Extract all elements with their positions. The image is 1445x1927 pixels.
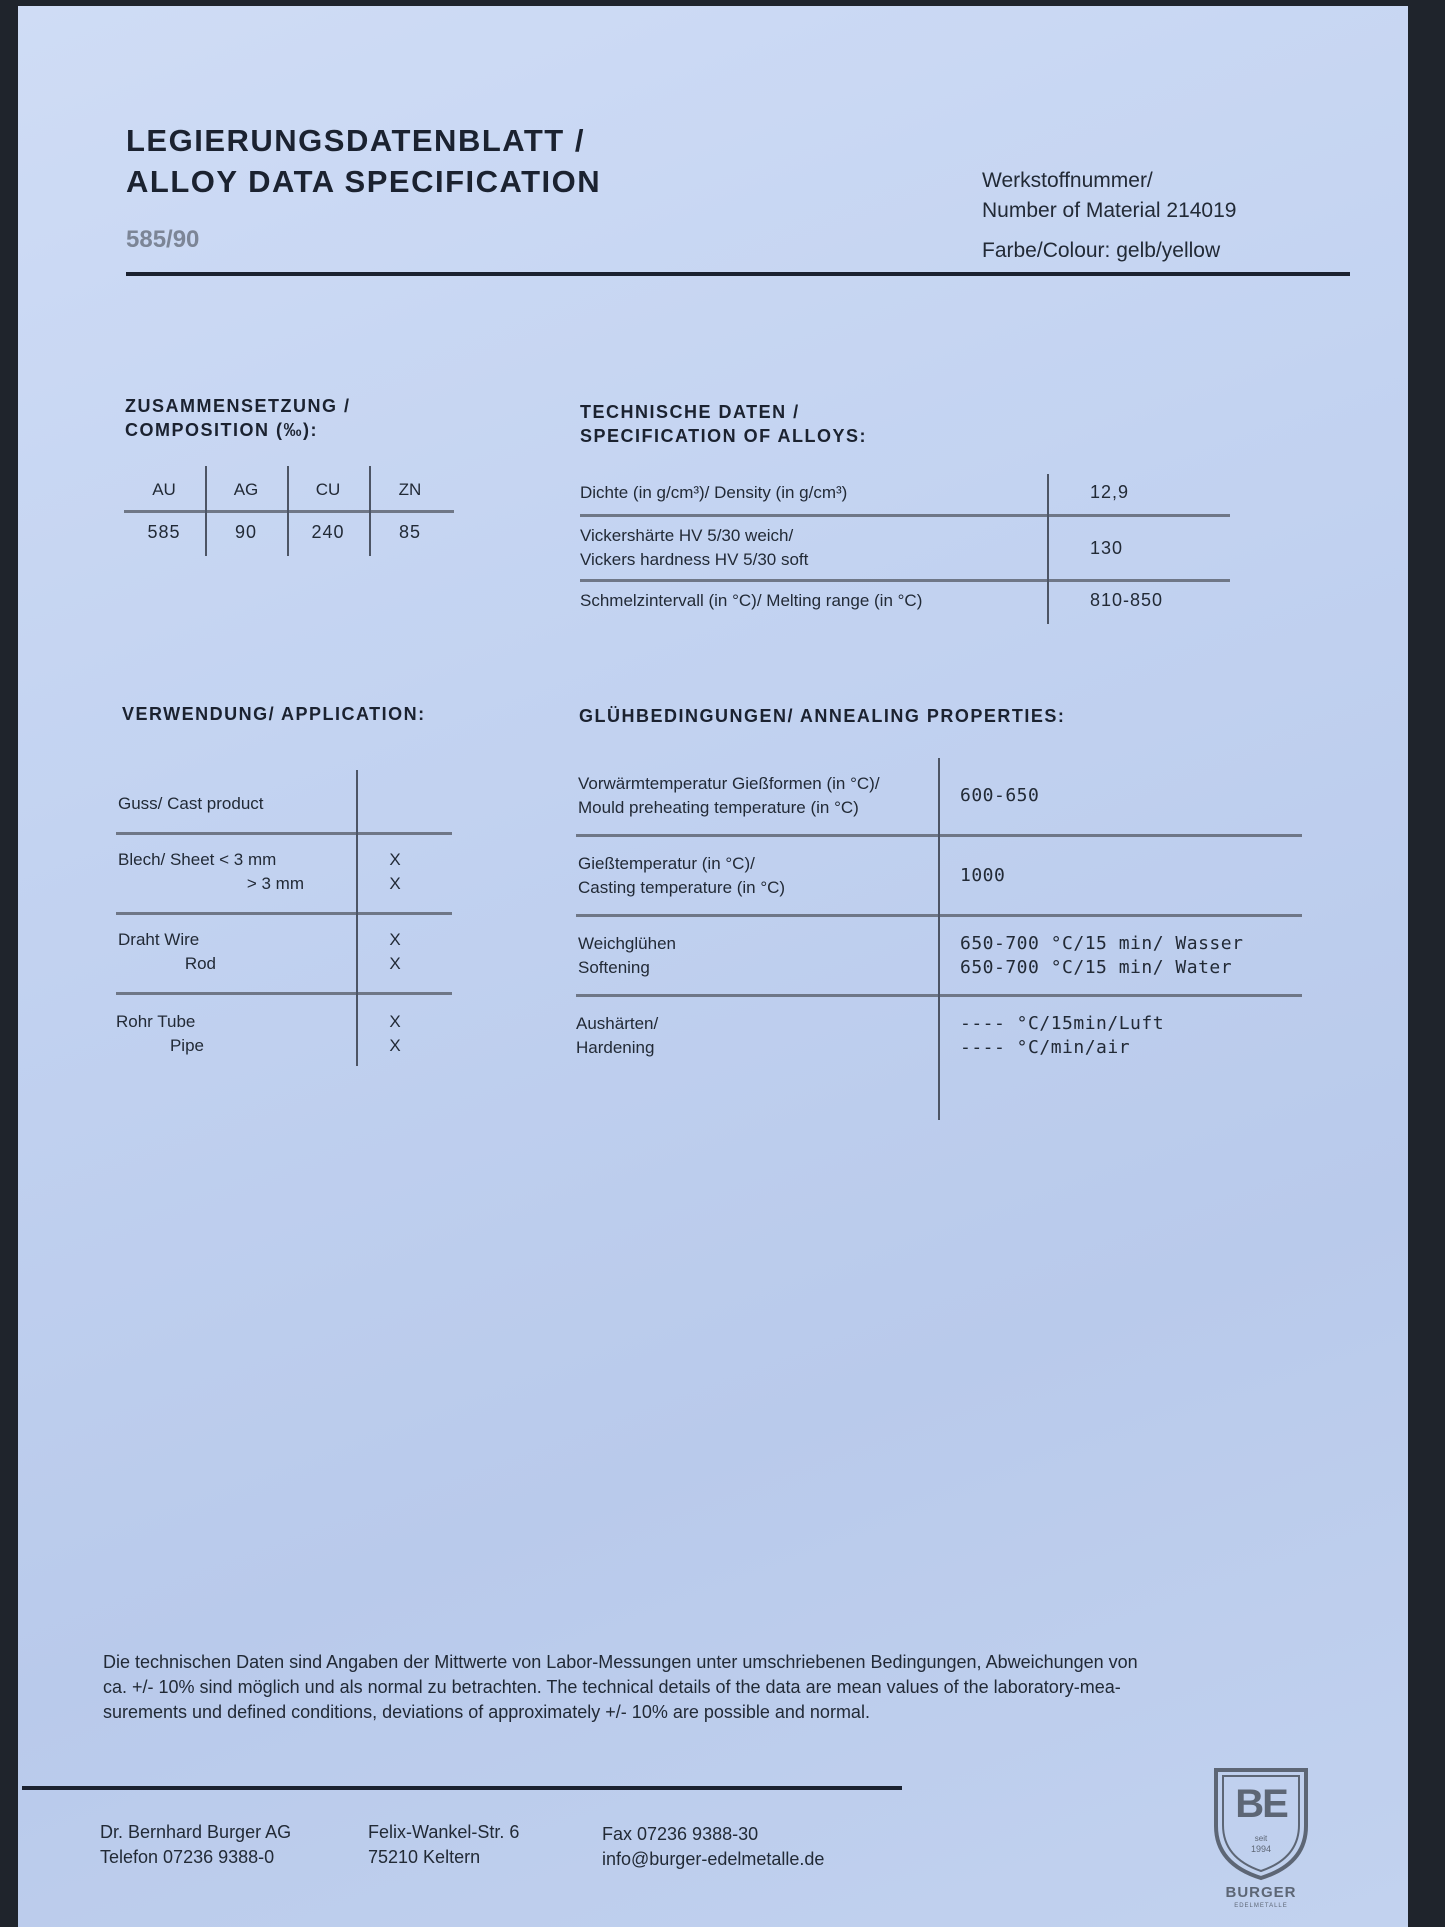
- application-row-sheet-label-1: Blech/ Sheet < 3 mm: [118, 850, 277, 869]
- technical-row-melting-value: 810-850: [1090, 590, 1164, 610]
- material-info: [982, 166, 1236, 266]
- technical-row-hardness-value: 130: [1090, 538, 1124, 558]
- annealing-row-preheat-value: 600-650: [960, 785, 1040, 806]
- annealing-row-casting-label-2: Casting temperature (in °C): [578, 878, 786, 897]
- annealing-row-softening-value-1: 650-700 °C/15 min/ Wasser: [960, 933, 1244, 954]
- application-row-wire-marks: [380, 928, 410, 976]
- application-table-divider: [356, 770, 358, 1066]
- logo-name: BURGER: [1225, 1884, 1297, 1901]
- annealing-row-hardening-label-2: Hardening: [576, 1038, 655, 1057]
- colour-info: Farbe/Colour: gelb/yellow: [982, 239, 1221, 262]
- disclaimer-line: surements und defined conditions, deviations of approximately +/- 10% are possible and normal.: [103, 1702, 870, 1722]
- header-rule: [126, 272, 1350, 276]
- application-heading: VERWENDUNG/ APPLICATION:: [122, 704, 426, 724]
- application-row-sheet-marks: [380, 848, 410, 896]
- technical-heading-line-2: SPECIFICATION OF ALLOYS:: [580, 426, 867, 446]
- company-phone: Telefon 07236 9388-0: [100, 1847, 275, 1867]
- composition-table: [124, 466, 454, 556]
- disclaimer-line: Die technischen Daten sind Angaben der Mittwerte von Labor-Messungen unter umschriebenen Bedingungen, Abweichungen von: [103, 1652, 1138, 1672]
- technical-row-rule: [580, 514, 1230, 517]
- composition-header-rule: [124, 510, 454, 513]
- composition-header-ag: AG: [233, 480, 259, 499]
- application-mark: X: [389, 930, 401, 949]
- composition-heading-line-2: COMPOSITION (‰):: [125, 420, 318, 440]
- company-email[interactable]: info@burger-edelmetalle.de: [602, 1849, 825, 1869]
- application-mark: X: [389, 850, 401, 869]
- application-row-tube-label-2: Pipe: [169, 1036, 204, 1055]
- material-number: Number of Material 214019: [982, 199, 1237, 222]
- annealing-table: [576, 762, 1306, 1124]
- annealing-heading: GLÜHBEDINGUNGEN/ ANNEALING PROPERTIES:: [579, 706, 1066, 726]
- annealing-row-casting-value: 1000: [960, 865, 1006, 886]
- annealing-row-softening-value: [960, 932, 1243, 980]
- application-mark: X: [389, 954, 401, 973]
- composition-heading: [125, 394, 351, 442]
- datasheet-page: [18, 6, 1408, 1927]
- application-row-rule: [116, 992, 452, 995]
- application-row-tube-label: [116, 1010, 204, 1058]
- application-row-rule: [116, 832, 452, 835]
- logo-since: seit: [1254, 1834, 1268, 1843]
- application-row-rule: [116, 912, 452, 915]
- application-row-wire-label-2: Rod: [184, 954, 216, 973]
- composition-divider: [205, 466, 207, 556]
- application-row-tube-marks: [380, 1010, 410, 1058]
- title-line-2: ALLOY DATA SPECIFICATION: [126, 164, 602, 199]
- technical-heading: [580, 400, 867, 448]
- application-table: [116, 770, 454, 1070]
- annealing-row-preheat-label-2: Mould preheating temperature (in °C): [578, 798, 859, 817]
- annealing-table-divider: [938, 758, 940, 1120]
- application-mark: X: [389, 1012, 401, 1031]
- footer-company: [100, 1820, 291, 1870]
- logo-monogram: BE: [1235, 1782, 1287, 1826]
- alloy-code: 585/90: [126, 226, 200, 253]
- document-title: [126, 120, 601, 202]
- technical-table-divider: [1047, 474, 1049, 624]
- annealing-row-hardening-label-1: Aushärten/: [576, 1014, 659, 1033]
- annealing-row-preheat-label-1: Vorwärmtemperatur Gießformen (in °C)/: [578, 774, 880, 793]
- annealing-row-casting-label: [578, 852, 785, 900]
- annealing-row-hardening-value: [960, 1012, 1164, 1060]
- technical-row-density-value: 12,9: [1090, 482, 1130, 502]
- logo-tagline: EDELMETALLE: [1234, 1903, 1288, 1909]
- footer-address: [368, 1820, 519, 1870]
- technical-row-melting-label: Schmelzintervall (in °C)/ Melting range (in °C): [580, 591, 923, 610]
- composition-value-ag: 90: [234, 522, 258, 542]
- company-street: Felix-Wankel-Str. 6: [368, 1822, 520, 1842]
- application-row-sheet-label: [118, 848, 304, 896]
- annealing-row-hardening-value-1: ---- °C/15min/Luft: [960, 1013, 1165, 1034]
- footer-rule: [22, 1786, 902, 1790]
- footer-contact: [602, 1822, 824, 1872]
- composition-header-cu: CU: [315, 480, 341, 499]
- disclaimer: [103, 1650, 1303, 1725]
- technical-row-rule: [580, 579, 1230, 582]
- application-row-sheet-label-2: > 3 mm: [246, 874, 304, 893]
- composition-value-au: 585: [147, 522, 181, 542]
- technical-row-hardness-label: [580, 524, 808, 572]
- composition-heading-line-1: ZUSAMMENSETZUNG /: [125, 396, 351, 416]
- annealing-row-casting-label-1: Gießtemperatur (in °C)/: [578, 854, 755, 873]
- composition-divider: [287, 466, 289, 556]
- company-city: 75210 Keltern: [368, 1847, 481, 1867]
- burger-logo: [1206, 1764, 1316, 1924]
- application-row-wire-label-1: Draht Wire: [118, 930, 200, 949]
- annealing-row-softening-label-1: Weichglühen: [578, 934, 676, 953]
- composition-value-zn: 85: [398, 522, 422, 542]
- technical-row-hardness-label-2: Vickers hardness HV 5/30 soft: [580, 550, 809, 569]
- technical-heading-line-1: TECHNISCHE DATEN /: [580, 402, 800, 422]
- company-fax: Fax 07236 9388-30: [602, 1824, 759, 1844]
- application-row-wire-label: [118, 928, 216, 976]
- technical-table: [580, 474, 1230, 624]
- title-line-1: LEGIERUNGSDATENBLATT /: [126, 123, 585, 158]
- technical-row-hardness-label-1: Vickershärte HV 5/30 weich/: [580, 526, 794, 545]
- material-label: Werkstoffnummer/: [982, 169, 1153, 192]
- composition-header-zn: ZN: [398, 480, 422, 499]
- application-row-cast-label: Guss/ Cast product: [118, 794, 264, 813]
- application-row-tube-label-1: Rohr Tube: [116, 1012, 196, 1031]
- composition-value-cu: 240: [311, 522, 345, 542]
- annealing-row-hardening-label: [576, 1012, 658, 1060]
- disclaimer-line: ca. +/- 10% sind möglich und als normal zu betrachten. The technical details of the data are mean values of the laboratory-mea-: [103, 1677, 1121, 1697]
- annealing-row-softening-label-2: Softening: [578, 958, 650, 977]
- composition-divider: [369, 466, 371, 556]
- annealing-row-softening-label: [578, 932, 676, 980]
- application-mark: X: [389, 874, 401, 893]
- technical-row-density-label: Dichte (in g/cm³)/ Density (in g/cm³): [580, 483, 848, 502]
- annealing-row-softening-value-2: 650-700 °C/15 min/ Water: [960, 957, 1233, 978]
- logo-year: 1994: [1250, 1844, 1272, 1854]
- annealing-row-hardening-value-2: ---- °C/min/air: [960, 1037, 1131, 1058]
- application-mark: X: [389, 1036, 401, 1055]
- composition-header-au: AU: [152, 480, 176, 499]
- annealing-row-preheat-label: [578, 772, 880, 820]
- company-name: Dr. Bernhard Burger AG: [100, 1822, 292, 1842]
